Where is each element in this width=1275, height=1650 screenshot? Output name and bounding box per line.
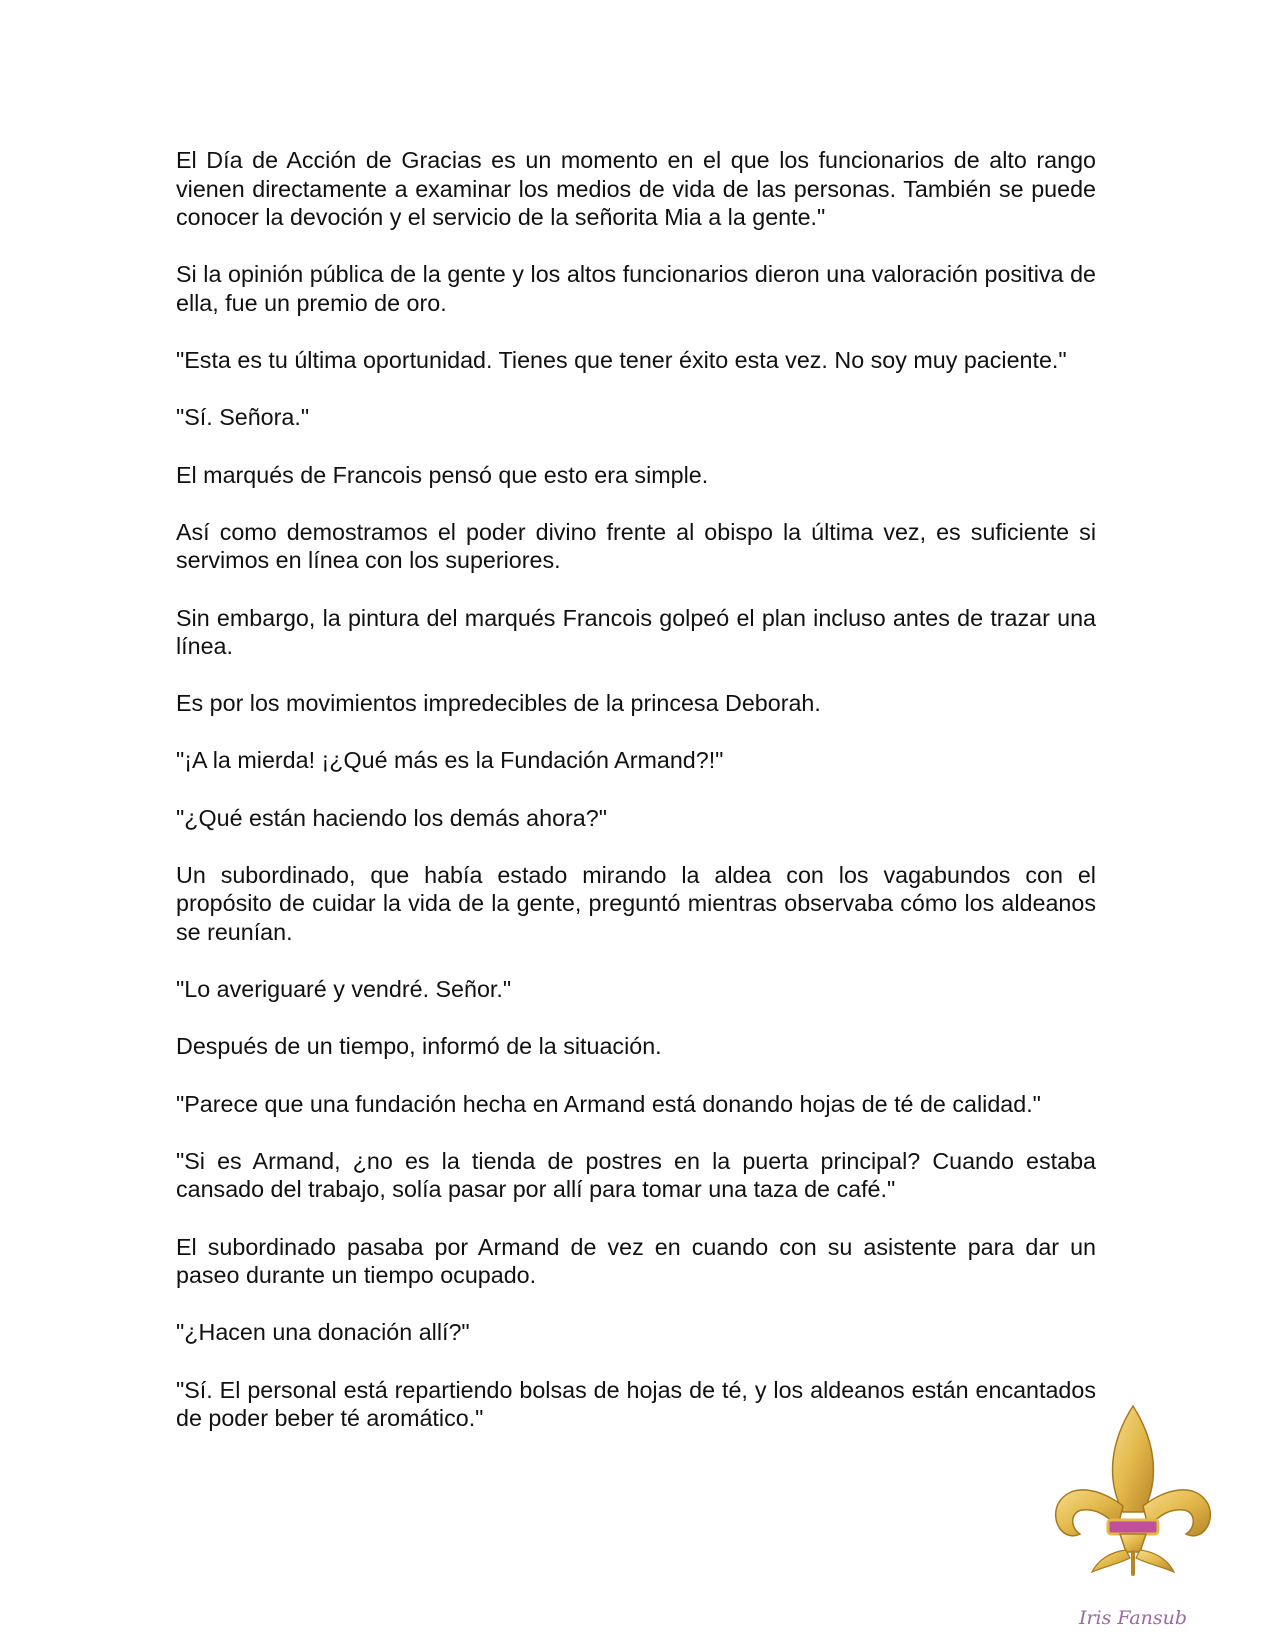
paragraph: Sin embargo, la pintura del marqués Francois golpeó el plan incluso antes de trazar una línea. <box>176 604 1096 660</box>
paragraph: El marqués de Francois pensó que esto era simple. <box>176 461 709 488</box>
paragraph: "Parece que una fundación hecha en Armand está donando hojas de té de calidad." <box>176 1090 1041 1117</box>
paragraph: El Día de Acción de Gracias es un momento en el que los funcionarios de alto rango vienen directamente a examinar los medios de vida de las personas. También se puede conocer la devoción y el servicio de la señorita Mia a la gente." <box>176 147 1096 231</box>
paragraph: "Esta es tu última oportunidad. Tienes que tener éxito esta vez. No soy muy paciente." <box>176 347 1067 374</box>
paragraph: "Sí. Señora." <box>176 404 310 431</box>
paragraph: Después de un tiempo, informó de la situación. <box>176 1033 662 1060</box>
paragraph: "Si es Armand, ¿no es la tienda de postres en la puerta principal? Cuando estaba cansado del trabajo, solía pasar por allí para tomar una taza de café." <box>176 1147 1096 1203</box>
paragraph: El subordinado pasaba por Armand de vez en cuando con su asistente para dar un paseo durante un tiempo ocupado. <box>176 1233 1096 1289</box>
document-body <box>176 146 1096 1461</box>
paragraph: Si la opinión pública de la gente y los altos funcionarios dieron una valoración positiva de ella, fue un premio de oro. <box>176 261 1096 316</box>
fleur-de-lis-icon <box>1048 1402 1218 1632</box>
paragraph: "¿Hacen una donación allí?" <box>176 1319 470 1346</box>
paragraph: "¡A la mierda! ¡¿Qué más es la Fundación Armand?!" <box>176 747 724 774</box>
paragraph: "¿Qué están haciendo los demás ahora?" <box>176 804 607 831</box>
paragraph: "Lo averiguaré y vendré. Señor." <box>176 976 512 1003</box>
fansub-logo <box>1048 1402 1218 1632</box>
paragraph: Es por los movimientos impredecibles de la princesa Deborah. <box>176 690 821 717</box>
paragraph: Un subordinado, que había estado mirando la aldea con los vagabundos con el propósito de cuidar la vida de la gente, preguntó mientras observaba cómo los aldeanos se reunían. <box>176 861 1096 946</box>
paragraph: "Sí. El personal está repartiendo bolsas de hojas de té, y los aldeanos están encantados de poder beber té aromático." <box>176 1376 1096 1432</box>
logo-signature: Iris Fansub <box>1078 1607 1188 1629</box>
paragraph: Así como demostramos el poder divino frente al obispo la última vez, es suficiente si servimos en línea con los superiores. <box>176 518 1096 574</box>
